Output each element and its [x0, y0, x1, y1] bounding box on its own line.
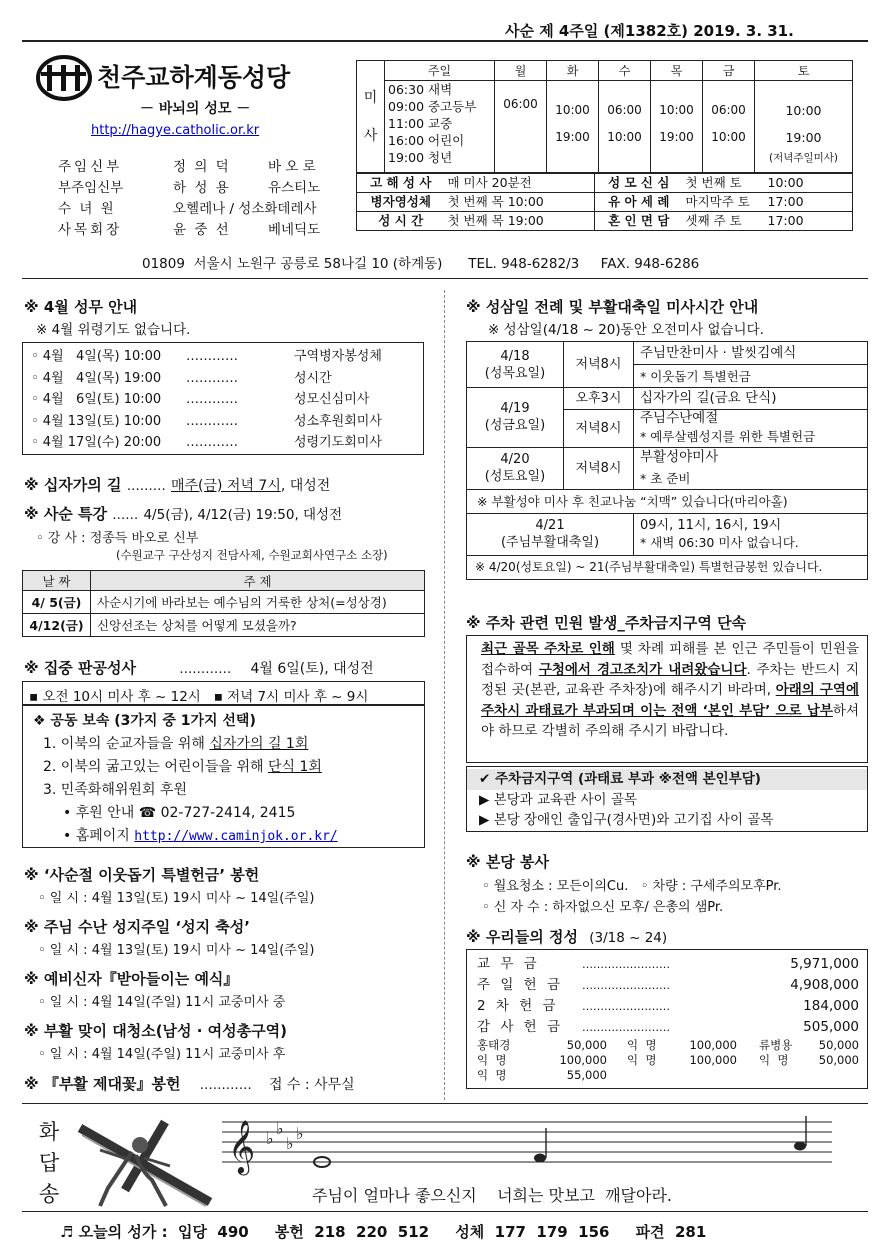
- neighbor-line: ◦ 일 시 : 4월 13일(토) 19시 미사 ~ 14일(주일): [38, 891, 315, 906]
- svg-text:♭: ♭: [266, 1129, 274, 1148]
- section-flowers-title: ※ 『부활 제대꽃』봉헌 ………… 접 수 : 사무실: [24, 1075, 355, 1093]
- section-april-schedule-title: ※ 4월 성무 안내: [24, 298, 138, 316]
- schedule-item: ◦ 4월 4일(목) 10:00 ………… 구역병자봉성체: [31, 349, 382, 364]
- catechumen-line: ◦ 일 시 : 4월 14일(주일) 11시 교중미사 중: [38, 995, 286, 1010]
- section-cleaning-title: ※ 부활 맞이 대청소(남성 · 여성총구역): [24, 1022, 287, 1040]
- schedule-item: ◦ 4월 17일(수) 20:00 ………… 성령기도회미사: [31, 435, 382, 450]
- column-divider: [444, 290, 445, 1100]
- triduum-table: 4/18 (성목요일) 저녁8시 주님만찬미사 · 발씻김예식 * 이웃돕기 특별헌금 4/19 (성금요일) 오후3시 십자가의 길(금요 단식) 저녁8시 주님수난예절 * 예루살렘성지를 위한 특별헌금 4/20 (성토요일) 저녁8시 부활성야미사 * 초 준비 ※ 부활성야 미사 후 친교나눔 “치맥” 있습니다(마리아홀) 4/21 (주님부활대축일) 09시, 11시, 16시, 19시 * 새벽 06:30 미사 없습니다. ※ 4/20(성토요일) ~ 21(주님부활대축일) 특별헌금봉헌 있습니다.: [466, 341, 868, 580]
- svg-text:♭: ♭: [296, 1124, 304, 1143]
- offering-box: [466, 949, 868, 1089]
- schedule-item: ◦ 4월 13일(토) 10:00 ………… 성소후원회미사: [31, 413, 382, 429]
- offering-row: 감 사 헌 금 …………………… 505,000: [477, 1019, 859, 1035]
- section-stations-title: ※ 십자가의 길 ……… 매주(금) 저녁 7시, 대성전: [24, 476, 331, 494]
- schedule-item: ◦ 4월 6일(토) 10:00 ………… 성모신심미사: [31, 392, 370, 407]
- svg-text:♭: ♭: [286, 1134, 294, 1153]
- donor-row: 익 명 100,000 익 명 100,000 익 명 50,000: [477, 1053, 859, 1067]
- lecture-speaker: ◦ 강 사 : 정종득 바오로 신부: [36, 531, 199, 546]
- triduum-note: ※ 성삼일(4/18 ~ 20)동안 오전미사 없습니다.: [488, 322, 764, 338]
- section-triduum-title: ※ 성삼일 전례 및 부활대축일 미사시간 안내: [466, 298, 759, 316]
- church-url-link[interactable]: http://hagye.catholic.or.kr: [91, 123, 260, 138]
- no-parking-zones: ✔ 주차금지구역 (과태료 부과 ※전액 본인부담) ▶ 본당과 교육관 사이 골목 ▶ 본당 장애인 출입구(경사면)와 고기집 사이 골목: [466, 766, 868, 832]
- lecture-affiliation: (수원교구 구산성지 전담사제, 수원교회사연구소 소장): [116, 548, 388, 562]
- psalm-rule-bottom: [22, 1211, 868, 1212]
- church-name: 천주교하계동성당: [97, 63, 291, 92]
- offering-row: 교 무 금 …………………… 5,971,000: [477, 956, 859, 972]
- section-service-title: ※ 본당 봉사: [466, 853, 549, 871]
- mass-label: 미 사: [357, 61, 385, 173]
- section-parking-title: ※ 주차 관련 민원 발생_주차금지구역 단속: [466, 614, 747, 632]
- section-lent-lecture-title: ※ 사순 특강 …… 4/5(금), 4/12(금) 19:50, 대성전: [24, 505, 343, 523]
- service-line-1: ◦ 월요청소 : 모든이의Cu. ◦ 차량 : 구세주의모후Pr.: [482, 879, 782, 894]
- offering-row: 2 차 헌 금 …………………… 184,000: [477, 998, 859, 1014]
- donor-row: 익 명 55,000: [477, 1068, 607, 1082]
- confession-times: ▪ 오전 10시 미사 후 ~ 12시 ▪ 저녁 7시 미사 후 ~ 9시: [22, 681, 425, 705]
- caminjok-link[interactable]: http://www.caminjok.or.kr/: [134, 829, 338, 844]
- lecture-table: 날 짜 주 제 4/ 5(금) 사순시기에 바라보는 예수님의 거룩한 상처(=성상경) 4/12(금) 신앙선조는 상처를 어떻게 모셨을까?: [22, 570, 425, 637]
- music-staff: [222, 1112, 862, 1180]
- psalm-text: 주님이 얼마나 좋으신지 너희는 맛보고 깨달아라.: [312, 1186, 672, 1205]
- staff-list: 주임신부 정 의 덕 바 오 로 부주임신부 하 성 용 유스티노 수 녀 원 오헬레나 / 성소화데레사 사목회장 윤 중 선 베네딕도: [58, 159, 321, 238]
- church-logo-icon: [36, 55, 92, 101]
- offering-row: 주 일 헌 금 …………………… 4,908,000: [477, 977, 859, 993]
- issue-info: 사순 제 4주일 (제1382호) 2019. 3. 31.: [505, 22, 794, 40]
- cross-illustration-icon: [70, 1110, 220, 1210]
- sacraments-table: 고 해 성 사 매 미사 20분전 성 모 신 심 첫 번째 토 10:00 병자영성체 첫 번째 목 10:00 유 아 세 례 마지막주 토 17:00 성 시 간 첫 번째 목 19:00 혼 인 면 담 셋째 주 토 17:00: [356, 173, 853, 231]
- service-line-2: ◦ 신 자 수 : 하자없으신 모후/ 은총의 샘Pr.: [482, 900, 724, 915]
- april-note: ※ 4월 위령기도 없습니다.: [36, 322, 191, 338]
- address-rule: [22, 278, 868, 279]
- parking-notice: 최근 골목 주차로 인해 몇 차례 피해를 본 인근 주민들이 민원을 접수하여 구청에서 경고조치가 내려왔습니다. 주차는 반드시 지정된 곳(본관, 교육관 주차장)에 해주시기 바라며, 아래의 구역에 주차시 과태료가 부과되며 이는 전액 ‘본인 부담’ 으로 납부하셔야 하므로 각별히 주의해 주시기 바랍니다.: [466, 635, 868, 763]
- cleaning-line: ◦ 일 시 : 4월 14일(주일) 11시 교중미사 후: [38, 1047, 286, 1062]
- penance-box: ❖ 공동 보속 (3가지 중 1가지 선택) 1. 이북의 순교자들을 위해 십자가의 길 1회 2. 이북의 굶고있는 어린이들을 위해 단식 1회 3. 민족화해위원회 후원 • 후원 안내 ☎ 02-727-2414, 2415 • 홈페이지 http://www.caminjok.or.kr/: [22, 705, 425, 848]
- section-catechumen-title: ※ 예비신자『받아들이는 예식』: [24, 970, 239, 988]
- donor-row: 홍태경 50,000 익 명 100,000 류병용 50,000: [477, 1038, 859, 1052]
- schedule-item: ◦ 4월 4일(목) 19:00 ………… 성시간: [31, 370, 332, 386]
- church-patron: － 바뇌의 성모 －: [140, 101, 251, 117]
- section-confession-title: ※ 집중 판공성사 ………… 4월 6일(토), 대성전: [24, 659, 374, 677]
- section-neighbor-title: ※ ‘사순절 이웃돕기 특별헌금’ 봉헌: [24, 866, 260, 884]
- section-offering-title: ※ 우리들의 정성 (3/18 ~ 24): [466, 928, 668, 946]
- psalm-label: 화 답 송: [38, 1120, 60, 1206]
- psalm-rule-top: [22, 1103, 868, 1104]
- svg-text:♭: ♭: [276, 1119, 284, 1138]
- address-bar: 01809 서울시 노원구 공릉로 58나길 10 (하계동) TEL. 948-6282/3 FAX. 948-6286: [142, 256, 700, 272]
- header-rule: [22, 40, 868, 42]
- palm-line: ◦ 일 시 : 4월 13일(토) 19시 미사 ~ 14일(주일): [38, 943, 315, 958]
- section-palm-title: ※ 주님 수난 성지주일 ‘성지 축성’: [24, 918, 250, 936]
- mass-schedule-table: 미 사 주일 월 화 수 목 금 토 06:30 새벽 09:00 중고등부 11:00 교중 16:00 어린이 19:00 청년 06:00 10:00 19:00 06:00 10:00 10:00 19:00 06:00 10:00 10:00 19:00 (저녁주일미사): [356, 60, 853, 173]
- hymns-line: ♬ 오늘의 성가 : 입당 490 봉헌 218 220 512 성체 177 179 156 파견 281: [60, 1223, 707, 1241]
- april-schedule-box: [22, 342, 424, 455]
- svg-text:𝄞: 𝄞: [228, 1119, 256, 1173]
